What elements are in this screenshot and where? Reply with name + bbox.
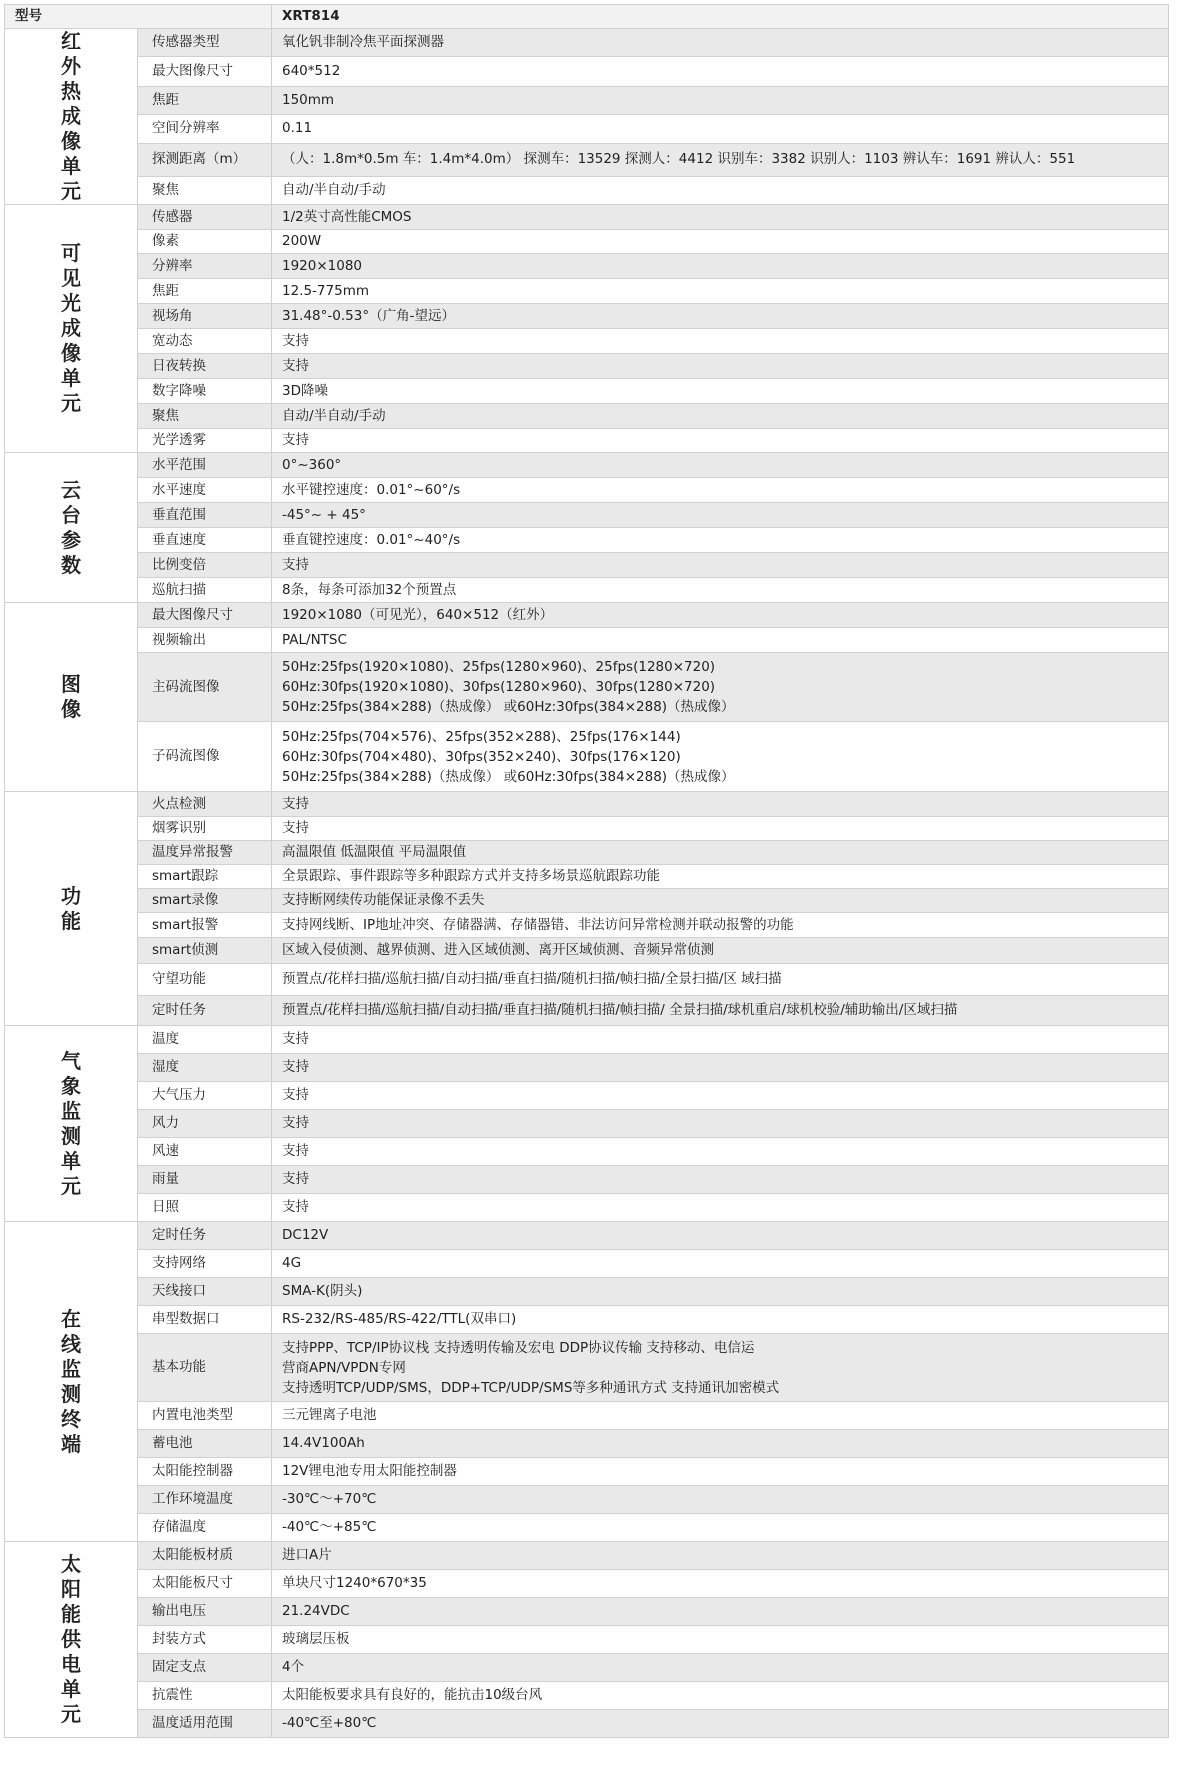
spec-value (272, 865, 1169, 889)
spec-label: 数字降噪 (138, 379, 272, 404)
spec-row (5, 205, 1169, 230)
spec-value-line: 水平键控速度：0.01°~60°/s (282, 481, 461, 498)
spec-row (5, 254, 1169, 279)
spec-value (272, 792, 1169, 817)
spec-label: 温度异常报警 (138, 841, 272, 865)
spec-row (5, 841, 1169, 865)
spec-value-line: 垂直键控速度：0.01°~40°/s (282, 531, 461, 548)
spec-row (5, 1430, 1169, 1458)
spec-value (272, 1222, 1169, 1250)
spec-row (5, 817, 1169, 841)
section-title (5, 792, 138, 1026)
spec-value (272, 354, 1169, 379)
spec-value (272, 528, 1169, 553)
spec-label: 抗震性 (138, 1682, 272, 1710)
spec-value (272, 653, 1169, 722)
spec-value-line: 自动/半自动/手动 (282, 407, 386, 424)
spec-value (272, 1110, 1169, 1138)
spec-label: 湿度 (138, 1054, 272, 1082)
spec-row (5, 478, 1169, 503)
spec-value-line: 4G (282, 1255, 302, 1271)
spec-row (5, 553, 1169, 578)
spec-value (272, 722, 1169, 792)
spec-label: 温度 (138, 1026, 272, 1054)
spec-row (5, 628, 1169, 653)
section-title-text: 在线监测终端 (61, 1306, 81, 1456)
spec-row (5, 429, 1169, 453)
spec-label: 火点检测 (138, 792, 272, 817)
spec-value (272, 304, 1169, 329)
spec-value (272, 817, 1169, 841)
spec-value-line: 单块尺寸1240*670*35 (282, 1575, 427, 1591)
spec-label: 定时任务 (138, 996, 272, 1026)
spec-value (272, 1682, 1169, 1710)
spec-row (5, 453, 1169, 478)
spec-value (272, 1166, 1169, 1194)
spec-row (5, 1514, 1169, 1542)
spec-value-line: 150mm (282, 92, 335, 109)
spec-value-line: 进口A片 (282, 1547, 332, 1563)
spec-label: 固定支点 (138, 1654, 272, 1682)
spec-row (5, 653, 1169, 722)
spec-row (5, 1110, 1169, 1138)
spec-row (5, 1458, 1169, 1486)
spec-row (5, 913, 1169, 938)
spec-value-line: 支持 (282, 432, 309, 448)
spec-label: 基本功能 (138, 1334, 272, 1402)
spec-label: 太阳能板材质 (138, 1542, 272, 1570)
spec-value (272, 841, 1169, 865)
spec-value-line: 支持网线断、IP地址冲突、存储器满、存储器错、非法访问异常检测并联动报警的功能 (282, 916, 794, 933)
spec-label: 水平范围 (138, 453, 272, 478)
spec-value-line: 支持 (282, 1031, 309, 1047)
spec-label: 传感器 (138, 205, 272, 230)
spec-label: 守望功能 (138, 964, 272, 996)
spec-value-line: 支持 (282, 357, 309, 374)
spec-value-line: 支持 (282, 820, 309, 836)
spec-value (272, 1334, 1169, 1402)
spec-value-line: 支持 (282, 795, 309, 812)
section-title-text: 云台参数 (61, 477, 81, 577)
spec-label: 内置电池类型 (138, 1402, 272, 1430)
spec-value-line: 200W (282, 233, 322, 249)
spec-row (5, 603, 1169, 628)
spec-row (5, 1570, 1169, 1598)
spec-table-body (5, 5, 1169, 1738)
spec-row (5, 1306, 1169, 1334)
spec-value (272, 429, 1169, 453)
spec-row (5, 1598, 1169, 1626)
spec-label: 最大图像尺寸 (138, 57, 272, 87)
spec-row (5, 404, 1169, 429)
spec-row (5, 1026, 1169, 1054)
spec-value-line: 50Hz:25fps(384×288)（热成像） 或60Hz:30fps(384×288)（热成像） (282, 768, 735, 785)
spec-row (5, 1138, 1169, 1166)
spec-value (272, 1570, 1169, 1598)
spec-row (5, 503, 1169, 528)
spec-value-line: 60Hz:30fps(704×480)、30fps(352×240)、30fps(176×120) (282, 748, 681, 765)
spec-value (272, 329, 1169, 354)
section-title-text: 太阳能供电单元 (61, 1552, 81, 1726)
section-title (5, 1222, 138, 1542)
spec-value-line: -30℃～+70℃ (282, 1491, 377, 1507)
spec-value-line: -40℃～+85℃ (282, 1519, 377, 1535)
spec-value-line: 三元锂离子电池 (282, 1407, 377, 1423)
section-title-text: 可见光成像单元 (61, 241, 81, 415)
spec-value-line: 支持透明TCP/UDP/SMS，DDP+TCP/UDP/SMS等多种通讯方式 支持通讯加密模式 (282, 1379, 780, 1396)
spec-value (272, 86, 1169, 114)
section-title (5, 1542, 138, 1738)
spec-value-line: （人：1.8m*0.5m 车：1.4m*4.0m） 探测车：13529 探测人：4412 识别车：3382 识别人：1103 辨认车：1691 辨认人：551 (282, 151, 1076, 168)
spec-row (5, 29, 1169, 57)
spec-value-line: RS-232/RS-485/RS-422/TTL(双串口) (282, 1311, 517, 1327)
spec-label: 垂直范围 (138, 503, 272, 528)
spec-value-line: 支持 (282, 332, 309, 349)
spec-value-line: PAL/NTSC (282, 631, 347, 648)
spec-label: 封装方式 (138, 1626, 272, 1654)
spec-row (5, 1542, 1169, 1570)
spec-label: 天线接口 (138, 1278, 272, 1306)
spec-row (5, 143, 1169, 176)
spec-value (272, 1710, 1169, 1738)
spec-value-line: 支持 (282, 1199, 309, 1215)
header-row (5, 5, 1169, 29)
spec-value (272, 503, 1169, 528)
spec-value (272, 889, 1169, 913)
spec-label: 水平速度 (138, 478, 272, 503)
spec-value-line: 60Hz:30fps(1920×1080)、30fps(1280×960)、30fps(1280×720) (282, 679, 716, 695)
spec-label: 雨量 (138, 1166, 272, 1194)
section-title (5, 453, 138, 603)
spec-label: 子码流图像 (138, 722, 272, 792)
section-title-text: 气象监测单元 (61, 1048, 81, 1198)
spec-label: 视频输出 (138, 628, 272, 653)
spec-row (5, 230, 1169, 254)
spec-label: smart报警 (138, 913, 272, 938)
spec-value-line: 营商APN/VPDN专网 (282, 1359, 406, 1376)
spec-value (272, 1194, 1169, 1222)
spec-row (5, 578, 1169, 603)
spec-label: 温度适用范围 (138, 1710, 272, 1738)
spec-row (5, 86, 1169, 114)
spec-value-line: 8条，每条可添加32个预置点 (282, 581, 457, 598)
spec-row (5, 996, 1169, 1026)
spec-label: 串型数据口 (138, 1306, 272, 1334)
spec-row (5, 1194, 1169, 1222)
spec-row (5, 1166, 1169, 1194)
spec-value-line: 高温限值 低温限值 平局温限值 (282, 844, 467, 860)
section-title (5, 205, 138, 453)
spec-value (272, 1626, 1169, 1654)
spec-value-line: 12V锂电池专用太阳能控制器 (282, 1463, 457, 1479)
spec-label: 蓄电池 (138, 1430, 272, 1458)
spec-row (5, 1082, 1169, 1110)
spec-row (5, 1222, 1169, 1250)
spec-value (272, 553, 1169, 578)
spec-row (5, 1682, 1169, 1710)
spec-label: 焦距 (138, 279, 272, 304)
header-model: XRT814 (272, 5, 1169, 29)
spec-value (272, 379, 1169, 404)
spec-value (272, 453, 1169, 478)
spec-value (272, 1278, 1169, 1306)
spec-value-line: 氧化钒非制冷焦平面探测器 (282, 34, 444, 51)
spec-label: 传感器类型 (138, 29, 272, 57)
section-title (5, 1026, 138, 1222)
spec-value-line: 3D降噪 (282, 382, 328, 399)
spec-value-line: 全景跟踪、事件跟踪等多种跟踪方式并支持多场景巡航跟踪功能 (282, 868, 660, 884)
spec-row (5, 865, 1169, 889)
spec-value (272, 578, 1169, 603)
spec-value-line: 1920×1080 (282, 257, 363, 274)
spec-row (5, 1278, 1169, 1306)
spec-value (272, 1486, 1169, 1514)
spec-value-line: SMA-K(阴头) (282, 1283, 363, 1299)
section-title-text: 功能 (61, 883, 81, 933)
spec-value (272, 143, 1169, 176)
spec-value-line: 支持 (282, 1143, 309, 1159)
spec-row (5, 354, 1169, 379)
spec-row (5, 57, 1169, 87)
spec-value-line: 1/2英寸高性能CMOS (282, 208, 412, 225)
spec-label: 垂直速度 (138, 528, 272, 553)
spec-label: 日夜转换 (138, 354, 272, 379)
spec-label: 输出电压 (138, 1598, 272, 1626)
spec-value-line: 0.11 (282, 120, 313, 137)
spec-value-line: 支持 (282, 1115, 309, 1131)
spec-label: 太阳能控制器 (138, 1458, 272, 1486)
spec-row (5, 1402, 1169, 1430)
spec-label: 聚焦 (138, 404, 272, 429)
spec-label: 宽动态 (138, 329, 272, 354)
spec-value-line: 玻璃层压板 (282, 1631, 350, 1647)
spec-label: 光学透雾 (138, 429, 272, 453)
spec-value-line: 31.48°-0.53°（广角-望远） (282, 307, 455, 324)
spec-value-line: 区域入侵侦测、越界侦测、进入区域侦测、离开区域侦测、音频异常侦测 (282, 942, 714, 958)
spec-value (272, 1598, 1169, 1626)
spec-value (272, 176, 1169, 204)
spec-value-line: DC12V (282, 1227, 329, 1243)
spec-value (272, 996, 1169, 1026)
spec-value (272, 279, 1169, 304)
spec-row (5, 1710, 1169, 1738)
spec-value (272, 1306, 1169, 1334)
spec-label: 大气压力 (138, 1082, 272, 1110)
spec-value-line: 640*512 (282, 63, 341, 80)
spec-table (4, 4, 1169, 1738)
spec-row (5, 329, 1169, 354)
spec-value (272, 205, 1169, 230)
spec-label: 主码流图像 (138, 653, 272, 722)
spec-value-line: 50Hz:25fps(384×288)（热成像） 或60Hz:30fps(384×288)（热成像） (282, 699, 735, 715)
spec-value (272, 404, 1169, 429)
section-title (5, 29, 138, 205)
section-title-text: 红外热成像单元 (61, 29, 81, 203)
spec-label: 视场角 (138, 304, 272, 329)
spec-value (272, 1430, 1169, 1458)
spec-value (272, 964, 1169, 996)
spec-value-line: 支持 (282, 1059, 309, 1075)
spec-value-line: -40℃至+80℃ (282, 1715, 377, 1731)
spec-label: 工作环境温度 (138, 1486, 272, 1514)
spec-value (272, 1654, 1169, 1682)
spec-value-line: 0°~360° (282, 456, 342, 473)
spec-value-line: 支持断网续传功能保证录像不丢失 (282, 892, 485, 908)
spec-value (272, 1026, 1169, 1054)
spec-row (5, 176, 1169, 204)
spec-value-line: 太阳能板要求具有良好的，能抗击10级台风 (282, 1687, 543, 1703)
spec-row (5, 379, 1169, 404)
spec-value-line: 4个 (282, 1659, 305, 1675)
spec-label: 最大图像尺寸 (138, 603, 272, 628)
spec-value (272, 913, 1169, 938)
spec-value (272, 478, 1169, 503)
spec-row (5, 938, 1169, 964)
spec-value (272, 1402, 1169, 1430)
spec-label: 太阳能板尺寸 (138, 1570, 272, 1598)
spec-value (272, 1082, 1169, 1110)
spec-row (5, 1334, 1169, 1402)
spec-value (272, 57, 1169, 87)
spec-value-line: 21.24VDC (282, 1603, 350, 1619)
spec-label: 聚焦 (138, 176, 272, 204)
spec-value-line: 支持 (282, 1087, 309, 1103)
spec-value-line: 预置点/花样扫描/巡航扫描/自动扫描/垂直扫描/随机扫描/帧扫描/ 全景扫描/球机重启/球机校验/辅助输出/区域扫描 (282, 1002, 958, 1018)
spec-value (272, 254, 1169, 279)
spec-value-line: 支持 (282, 1171, 309, 1187)
spec-label: 焦距 (138, 86, 272, 114)
spec-value (272, 1458, 1169, 1486)
spec-label: 空间分辨率 (138, 115, 272, 143)
spec-value-line: 12.5-775mm (282, 282, 369, 299)
spec-row (5, 1626, 1169, 1654)
spec-label: 巡航扫描 (138, 578, 272, 603)
spec-value-line: -45°~ + 45° (282, 506, 366, 523)
spec-label: 像素 (138, 230, 272, 254)
spec-value (272, 1542, 1169, 1570)
spec-value (272, 115, 1169, 143)
spec-label: 支持网络 (138, 1250, 272, 1278)
spec-value-line: 预置点/花样扫描/巡航扫描/自动扫描/垂直扫描/随机扫描/帧扫描/全景扫描/区 域扫描 (282, 971, 782, 987)
spec-row (5, 528, 1169, 553)
spec-value (272, 603, 1169, 628)
spec-row (5, 722, 1169, 792)
spec-label: 烟雾识别 (138, 817, 272, 841)
spec-value (272, 29, 1169, 57)
spec-value-line: 50Hz:25fps(704×576)、25fps(352×288)、25fps(176×144) (282, 728, 681, 745)
spec-label: 定时任务 (138, 1222, 272, 1250)
spec-label: 分辨率 (138, 254, 272, 279)
spec-value (272, 1138, 1169, 1166)
header-label: 型号 (5, 5, 272, 29)
spec-row (5, 1054, 1169, 1082)
spec-label: 风速 (138, 1138, 272, 1166)
spec-value-line: 支持PPP、TCP/IP协议栈 支持透明传输及宏电 DDP协议传输 支持移动、电信运 (282, 1339, 755, 1356)
spec-value-line: 支持 (282, 556, 309, 573)
spec-label: smart侦测 (138, 938, 272, 964)
spec-row (5, 1250, 1169, 1278)
spec-label: smart跟踪 (138, 865, 272, 889)
spec-row (5, 792, 1169, 817)
spec-label: 存储温度 (138, 1514, 272, 1542)
spec-value-line: 14.4V100Ah (282, 1435, 365, 1451)
spec-value-line: 1920×1080（可见光），640×512（红外） (282, 606, 554, 623)
spec-row (5, 1486, 1169, 1514)
spec-sheet (4, 4, 1168, 1738)
spec-label: 探测距离（m） (138, 143, 272, 176)
spec-value-line: 自动/半自动/手动 (282, 181, 386, 198)
spec-row (5, 115, 1169, 143)
spec-value (272, 1054, 1169, 1082)
spec-value (272, 628, 1169, 653)
spec-value (272, 1514, 1169, 1542)
spec-label: 风力 (138, 1110, 272, 1138)
spec-label: 日照 (138, 1194, 272, 1222)
spec-row (5, 279, 1169, 304)
section-title-text: 图像 (61, 672, 81, 721)
section-title (5, 603, 138, 792)
spec-label: smart录像 (138, 889, 272, 913)
spec-value (272, 938, 1169, 964)
spec-value (272, 230, 1169, 254)
spec-row (5, 964, 1169, 996)
spec-row (5, 1654, 1169, 1682)
spec-row (5, 889, 1169, 913)
spec-value (272, 1250, 1169, 1278)
spec-value-line: 50Hz:25fps(1920×1080)、25fps(1280×960)、25fps(1280×720) (282, 659, 716, 675)
spec-label: 比例变倍 (138, 553, 272, 578)
spec-row (5, 304, 1169, 329)
